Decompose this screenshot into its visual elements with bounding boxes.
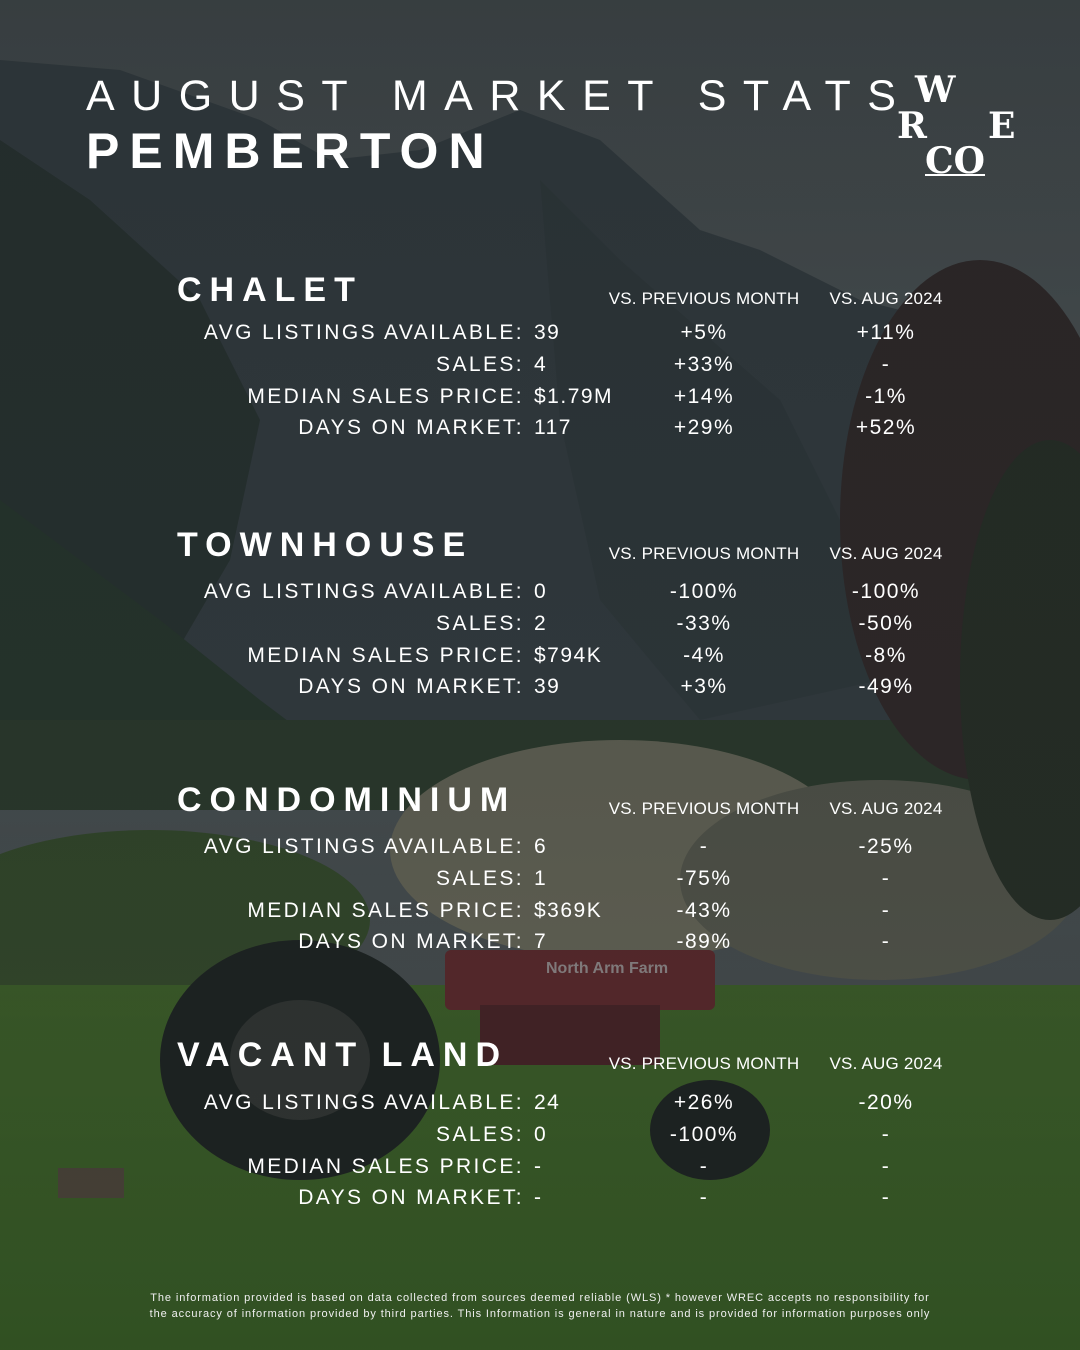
stat-label: SALES: bbox=[436, 867, 524, 890]
stat-value: 0 bbox=[534, 1123, 548, 1146]
column-header-prev-month: VS. PREVIOUS MONTH bbox=[608, 544, 800, 563]
stat-change-prev-month: +5% bbox=[680, 321, 728, 344]
page-title-location: PEMBERTON bbox=[86, 123, 495, 179]
stat-row bbox=[0, 382, 1080, 412]
stat-row bbox=[0, 1152, 1080, 1182]
stat-value: 4 bbox=[534, 353, 548, 376]
column-header-yoy: VS. AUG 2024 bbox=[829, 799, 943, 818]
stat-label: MEDIAN SALES PRICE: bbox=[247, 1155, 524, 1178]
stat-value: $794K bbox=[534, 644, 603, 667]
section-vacant-land bbox=[0, 1035, 1080, 1235]
stat-row bbox=[0, 350, 1080, 380]
stat-change-prev-month: - bbox=[699, 1155, 709, 1178]
stat-change-prev-month: -4% bbox=[683, 644, 725, 667]
stat-change-prev-month: -43% bbox=[676, 899, 732, 922]
page-title-month: AUGUST MARKET STATS bbox=[86, 72, 913, 120]
stat-label: DAYS ON MARKET: bbox=[298, 416, 524, 439]
column-header-prev-month: VS. PREVIOUS MONTH bbox=[608, 289, 800, 308]
stat-value: 7 bbox=[534, 930, 548, 953]
stat-row bbox=[0, 832, 1080, 862]
stat-change-prev-month: -89% bbox=[676, 930, 732, 953]
stat-label: AVG LISTINGS AVAILABLE: bbox=[203, 835, 524, 858]
stat-change-prev-month: -100% bbox=[669, 580, 739, 603]
section-townhouse bbox=[0, 525, 1080, 725]
stat-value: 0 bbox=[534, 580, 548, 603]
logo-letter-r: R bbox=[897, 105, 927, 147]
stat-row bbox=[0, 1120, 1080, 1150]
column-header-prev-month: VS. PREVIOUS MONTH bbox=[608, 1054, 800, 1073]
stat-label: MEDIAN SALES PRICE: bbox=[247, 385, 524, 408]
stat-row bbox=[0, 864, 1080, 894]
stat-change-yoy: -49% bbox=[858, 675, 914, 698]
stat-row bbox=[0, 413, 1080, 443]
stat-label: MEDIAN SALES PRICE: bbox=[247, 899, 524, 922]
stat-row bbox=[0, 318, 1080, 348]
stat-change-yoy: -20% bbox=[858, 1091, 914, 1114]
stat-change-prev-month: +14% bbox=[673, 385, 735, 408]
stat-row bbox=[0, 577, 1080, 607]
column-header-yoy: VS. AUG 2024 bbox=[829, 1054, 943, 1073]
stat-change-yoy: - bbox=[881, 867, 891, 890]
stat-change-prev-month: -100% bbox=[669, 1123, 739, 1146]
stat-label: SALES: bbox=[436, 612, 524, 635]
stat-value: - bbox=[534, 1186, 543, 1209]
stat-change-yoy: - bbox=[881, 353, 891, 376]
stat-label: DAYS ON MARKET: bbox=[298, 675, 524, 698]
stat-row bbox=[0, 927, 1080, 957]
column-header-prev-month: VS. PREVIOUS MONTH bbox=[608, 799, 800, 818]
stat-change-yoy: -25% bbox=[858, 835, 914, 858]
stat-value: $369K bbox=[534, 899, 603, 922]
stat-change-yoy: - bbox=[881, 1186, 891, 1209]
stat-value: 24 bbox=[534, 1091, 561, 1114]
stat-value: 2 bbox=[534, 612, 548, 635]
stat-label: SALES: bbox=[436, 353, 524, 376]
section-title: CONDOMINIUM bbox=[177, 781, 517, 819]
section-title: TOWNHOUSE bbox=[177, 526, 474, 564]
stat-row bbox=[0, 609, 1080, 639]
stat-value: 39 bbox=[534, 321, 561, 344]
stat-change-yoy: -50% bbox=[858, 612, 914, 635]
stat-row bbox=[0, 641, 1080, 671]
stat-change-prev-month: +29% bbox=[673, 416, 735, 439]
brand-logo bbox=[895, 70, 1015, 182]
stat-change-yoy: -1% bbox=[865, 385, 907, 408]
stat-label: MEDIAN SALES PRICE: bbox=[247, 644, 524, 667]
stat-value: - bbox=[534, 1155, 543, 1178]
stat-label: AVG LISTINGS AVAILABLE: bbox=[203, 580, 524, 603]
stat-change-prev-month: - bbox=[699, 1186, 709, 1209]
stat-change-prev-month: -75% bbox=[676, 867, 732, 890]
stat-row bbox=[0, 1088, 1080, 1118]
stat-change-yoy: -8% bbox=[865, 644, 907, 667]
stat-change-yoy: - bbox=[881, 1155, 891, 1178]
stat-label: AVG LISTINGS AVAILABLE: bbox=[203, 321, 524, 344]
logo-letter-w: W bbox=[915, 69, 956, 111]
stat-value: $1.79M bbox=[534, 385, 614, 408]
section-chalet bbox=[0, 270, 1080, 470]
stat-row bbox=[0, 1183, 1080, 1213]
column-header-yoy: VS. AUG 2024 bbox=[829, 289, 943, 308]
stat-change-prev-month: +26% bbox=[673, 1091, 735, 1114]
stat-value: 117 bbox=[534, 416, 572, 439]
stat-row bbox=[0, 896, 1080, 926]
stat-label: DAYS ON MARKET: bbox=[298, 1186, 524, 1209]
stat-change-yoy: - bbox=[881, 899, 891, 922]
logo-letters-co: CO bbox=[925, 140, 986, 182]
section-title: VACANT LAND bbox=[177, 1036, 509, 1074]
disclaimer-text: The information provided is based on data collected from sources deemed reliable (WLS) * however WREC accepts no responsibility for the accuracy of information provided by third parties. This Information is general in nature and is provided for information purposes only bbox=[149, 1292, 931, 1320]
stat-row bbox=[0, 672, 1080, 702]
column-header-yoy: VS. AUG 2024 bbox=[829, 544, 943, 563]
stat-change-prev-month: -33% bbox=[676, 612, 732, 635]
stat-change-yoy: - bbox=[881, 930, 891, 953]
stat-change-yoy: +52% bbox=[855, 416, 917, 439]
stat-label: DAYS ON MARKET: bbox=[298, 930, 524, 953]
stat-value: 1 bbox=[534, 867, 548, 890]
stat-change-prev-month: - bbox=[699, 835, 709, 858]
stat-label: SALES: bbox=[436, 1123, 524, 1146]
stat-label: AVG LISTINGS AVAILABLE: bbox=[203, 1091, 524, 1114]
stat-change-yoy: - bbox=[881, 1123, 891, 1146]
stat-change-prev-month: +33% bbox=[673, 353, 735, 376]
stat-change-prev-month: +3% bbox=[680, 675, 728, 698]
stat-change-yoy: -100% bbox=[851, 580, 921, 603]
section-condominium bbox=[0, 780, 1080, 980]
stat-value: 6 bbox=[534, 835, 548, 858]
logo-letter-e: E bbox=[988, 105, 1016, 147]
stat-value: 39 bbox=[534, 675, 561, 698]
stat-change-yoy: +11% bbox=[856, 321, 916, 344]
section-title: CHALET bbox=[177, 271, 363, 309]
